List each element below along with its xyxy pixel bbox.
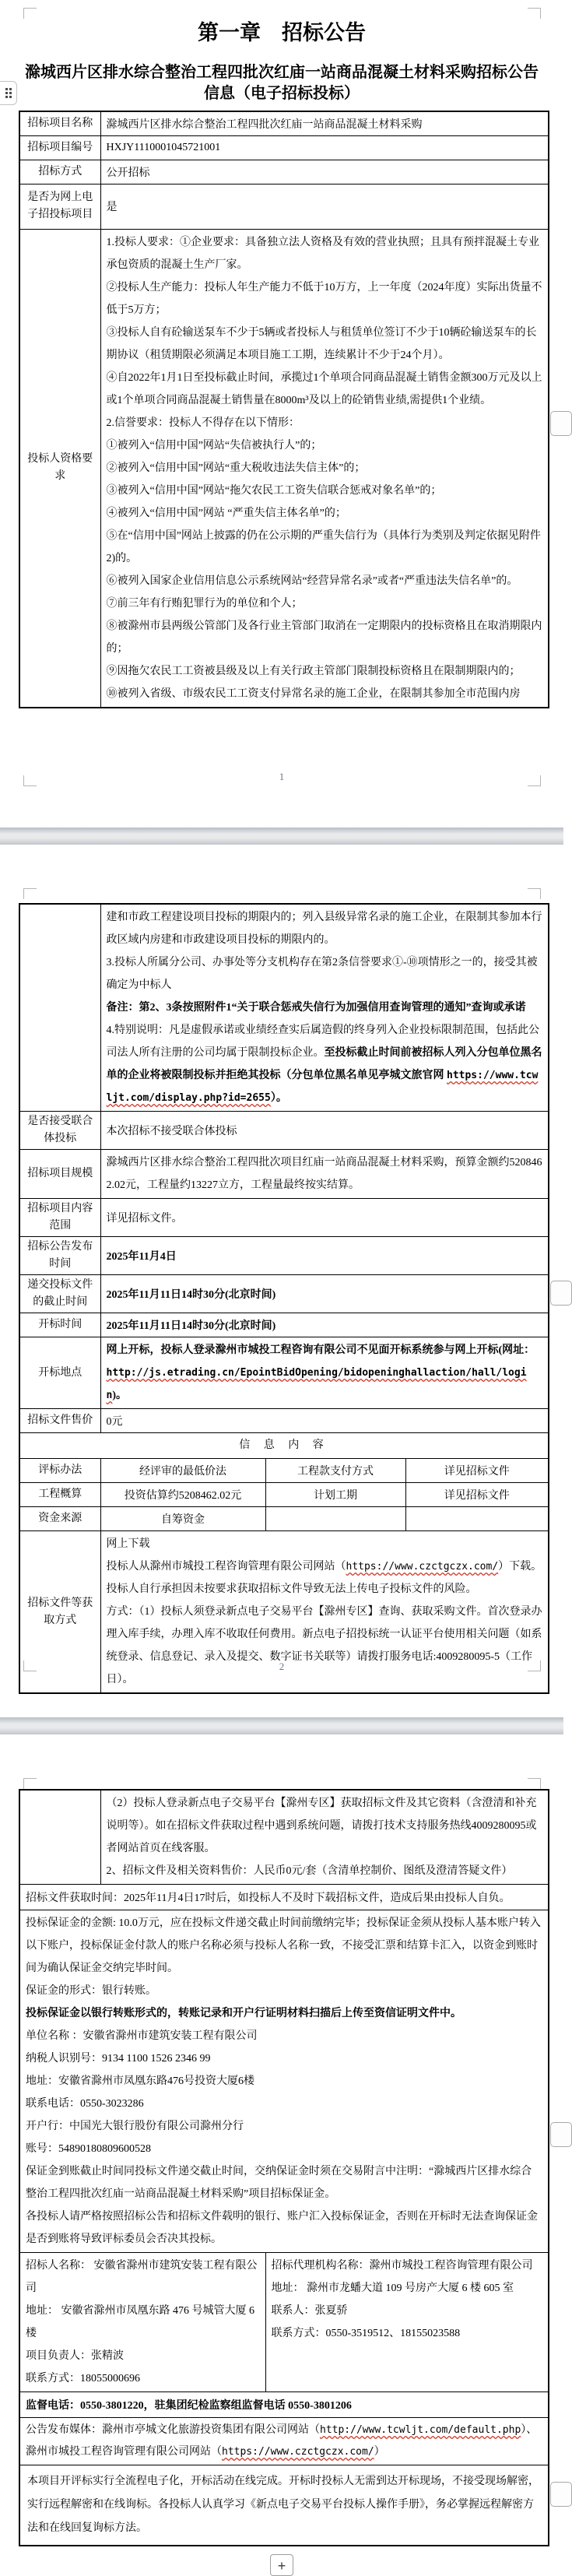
row-label: 递交投标文件的截止时间 [19,1275,100,1313]
right-edge-widget[interactable] [550,2122,572,2147]
row-label: 招标项目名称 [19,111,100,135]
table-row-open-place [19,1337,549,1409]
paragraph: 单位名称 ：安徽省滁州市建筑安装工程有限公司 [26,2030,258,2042]
table-row [19,160,549,184]
row-value: 2025年11月11日14时30分(北京时间) [100,1275,549,1313]
blacklist-link[interactable]: https://www.tcwljt.com/display.php?id=2655 [106,1070,539,1104]
row-value: 详见招标文件。 [100,1199,549,1237]
document-page-3 [0,1734,563,2574]
row-label: 招标项目内容范围 [19,1199,100,1237]
table-row-qualification [19,229,549,708]
open-place-tail: )。 [112,1390,127,1401]
paragraph: ④自2022年1月1日至投标截止时间，承揽过1个单项合同商品混凝土销售金额300万元及以上或1个单项合同商品混凝土销售量在8000m³及以上的砼销售业绩,需提供1个业绩。 [106,371,542,406]
grid-cell: 经评审的最低价法 [100,1459,265,1483]
page-separator [0,1717,563,1734]
table-row-section-header [19,1433,549,1459]
page-number: 2 [279,1661,285,1672]
paragraph: 保证金到账截止时间同投标文件递交截止时间，交纳保证金时须在交易附言中注明：“滁城西片区排水综合整治工程四批次红庙一站商品混凝土材料采购”项目招标保证金。 [26,2166,532,2200]
deposit-bold-note: 投标保证金以银行转账形式的，转账记录和开户行证明材料扫描后上传至资信证明文件中。 [26,2008,461,2019]
grid-cell: 评标办法 [19,1459,100,1483]
row-label: 招标项目编号 [19,135,100,160]
plus-icon: + [277,2558,286,2574]
margin-corner-icon [23,888,37,899]
margin-corner-icon [23,1778,37,1789]
margin-corner-icon [528,888,541,899]
paragraph: ③被列入“信用中国”网站“拖欠农民工工资失信联合惩戒对象名单”的； [106,484,442,497]
bidder-phone: 联系方式：18055000696 [26,2373,140,2384]
agency-site-link[interactable]: https://www.czctgczx.com/ [346,1561,499,1573]
table-row-obtain-cont [19,1790,549,1885]
grid-cell: 资金来源 [19,1507,100,1531]
page-number: 1 [279,771,285,782]
table-row [19,1237,549,1275]
bid-deposit-info [19,1910,549,2253]
announcement-table-page1 [19,111,549,708]
page-separator [0,828,563,845]
announcement-title: 滁城西片区排水综合整治工程四批次红庙一站商品混凝土材料采购招标公告信息（电子招标投标） [25,64,539,102]
paragraph: ①被列入“信用中国”网站“失信被执行人”的； [106,439,322,452]
paragraph: 纳税人识别号：9134 1100 1526 2346 99 [26,2053,211,2065]
table-row-media [19,2418,549,2465]
grid-cell: 计划工期 [265,1483,405,1507]
table-row [19,135,549,160]
insert-row-plus-button[interactable] [270,2554,293,2576]
table-row-contacts [19,2253,549,2392]
paragraph: 各投标人请严格按照招标公告和招标文件载明的银行、账户汇入投标保证金，否则在开标时无法查询保证金是否到账将导致评标委员会否决其投标。 [26,2211,538,2245]
open-place-paragraph [107,1339,543,1407]
paragraph: ⑧被滁州市县两级公管部门及各行业主管部门取消在一定期限内的投标资格且在取消期限内的； [106,620,542,655]
bidder-name: 招标人名称： 安徽省滁州市建筑安装工程有限公司 [26,2260,258,2294]
row-label: 开标地点 [19,1337,100,1409]
row-value: HXJY1110001045721001 [100,135,549,160]
paragraph: ③投标人自有砼输送泵车不少于5辆或者投标人与租赁单位签订不少于10辆砼输送泵车的长期协议（租赁期限必须满足本项目施工工期，连续累计不少于24个月）。 [106,326,537,361]
paragraph: 2.信誉要求：投标人不得存在以下情形： [106,416,300,429]
media-text: ）、滁州市城投工程咨询管理有限公司网站（ [26,2424,538,2458]
obtain-text: ）下载。 [498,1561,542,1573]
agency-contact: 联系人：张夏骄 [271,2305,348,2317]
table-row [19,1483,549,1507]
tcwljt-link[interactable]: http://www.tcwljt.com/default.php [320,2424,521,2436]
obtain-method-continued [100,1790,549,1885]
row-value: 是 [100,184,549,229]
row-value: 滁城西片区排水综合整治工程四批次红庙一站商品混凝土材料采购 [100,111,549,135]
document-page-2 [0,845,563,1717]
qualification-continued [100,904,549,1112]
czctgczx-link[interactable]: https://www.czctgczx.com/ [222,2446,374,2458]
media-text: 公告发布媒体：滁州市亭城文化旅游投资集团有限公司网站（ [26,2424,320,2436]
note-paragraph: 备注：第2、3条按照附件1“关于联合惩戒失信行为加强信用查询管理的通知”查询或承诺 [106,1002,526,1014]
supervision-phone: 监督电话：0550-3801220，驻集团纪检监察组监督电话 0550-3801206 [19,2392,549,2418]
paragraph: ⑤在“信用中国”网站上披露的仍在公示期的严重失信行为（具体行为类别及判定依据见附件2)的。 [106,529,541,564]
table-row [19,1507,549,1531]
row-value: 本次招标不接受联合体投标 [100,1112,549,1150]
row-value: 2025年11月11日14时30分(北京时间) [100,1313,549,1337]
row-label: 招标公告发布时间 [19,1237,100,1275]
paragraph: 建和市政工程建设项目投标的期限内的；列入县级异常名录的施工企业，在限制其参加本行政区域内房建和市政建设项目投标的期限内的。 [106,912,542,946]
section-header: 信 息 内 容 [19,1433,549,1459]
table-row [19,1459,549,1483]
paragraph: 保证金的形式：银行转账。 [26,1985,156,1997]
paragraph: ⑨因拖欠农民工工资被县级及以上有关行政主管部门限制投标资格且在限制期限内的； [106,665,521,677]
paragraph: 3.投标人所属分公司、办事处等分支机构存在第2条信誉要求①-⑩项情形之一的，接受其被确定为中标人 [106,957,538,991]
document-page-1 [0,0,563,828]
grid-cell: 自筹资金 [100,1507,265,1531]
paragraph: 投标保证金的金额: 10.0万元，应在投标文件递交截止时间前缴纳完毕；投标保证金须从投标人基本账户转入以下账户，投标保证金付款人的账户名称必须与投标人名称一致，不接受汇票和结算卡汇入，以资金到账时间为确认保证金交纳完毕时间。 [26,1917,541,1974]
grid-cell: 详见招标文件 [405,1459,549,1483]
grid-cell: 详见招标文件 [405,1483,549,1507]
paragraph: 地址：安徽省滁州市凤凰东路476号投资大厦6楼 [26,2075,254,2087]
table-row-doc-time [19,1885,549,1910]
media-text: ） [374,2446,385,2458]
row-label: 是否为网上电子招投标项目 [19,184,100,229]
bidder-manager: 项目负责人：张精波 [26,2350,124,2362]
margin-corner-icon [528,8,541,19]
margin-corner-icon [23,8,37,19]
row-label-empty [19,904,100,1112]
row-value: 0元 [100,1409,549,1433]
paragraph: 账号：54890180809600528 [26,2143,151,2155]
row-value: 2025年11月4日 [100,1237,549,1275]
bidder-address: 地址： 安徽省滁州市凤凰东路 476 号城管大厦 6 楼 [26,2305,254,2339]
right-edge-widget[interactable] [550,411,572,436]
row-label: 招标方式 [19,160,100,184]
doc-obtain-time: 招标文件获取时间：2025年11月4日17时后，如投标人不及时下载招标文件，造成后果由投标人自负。 [19,1885,549,1910]
paragraph: ④被列入“信用中国”网站 “严重失信主体名单”的； [106,507,346,519]
grid-cell [265,1507,405,1531]
qualification-requirements [100,229,549,708]
right-edge-widget[interactable] [550,2482,572,2507]
paragraph [107,1555,543,1578]
agency-address: 地址： 滁州市龙蟠大道 109 号房产大厦 6 楼 605 室 [271,2283,514,2294]
table-row [19,111,549,135]
right-edge-widget[interactable] [550,1281,572,1306]
table-row [19,1313,549,1337]
row-label: 开标时间 [19,1313,100,1337]
row-label: 招标文件等获取方式 [19,1531,100,1694]
announcement-table-page2 [19,903,549,1694]
paragraph: ⑦前三年有行贿犯罪行为的单位和个人； [106,597,303,610]
bid-opening-link[interactable]: http://js.etrading.cn/EpointBidOpening/bidopeninghallaction/hall/login [106,1367,527,1401]
grid-cell: 工程概算 [19,1483,100,1507]
margin-corner-icon [528,1778,541,1789]
bidder-contact-block [19,2253,265,2392]
paragraph: ⑩被列入省级、市级农民工工资支付异常名录的施工企业，在限制其参加全市范围内房 [106,687,521,700]
announcement-table-page3 [19,1789,549,2546]
table-row [19,1112,549,1150]
special-note-paragraph [107,1019,543,1109]
table-row [19,1150,549,1199]
paragraph: 投标人自行承担因未按要求获取招标文件导致无法上传电子投标文件的风险。 [106,1583,477,1595]
announcement-media [19,2418,549,2465]
open-place-text: 网上开标，投标人登录滁州市城投工程咨询有限公司不见面开标系统参与网上开标(网址： [106,1344,535,1356]
table-row [19,184,549,229]
paragraph: ⑥被列入国家企业信用信息公示系统网站“经营异常名录”或者“严重违法失信名单”的。 [106,575,518,587]
table-row-e-bidding-notice [19,2465,549,2546]
table-row-qualification-cont [19,904,549,1112]
special-note-bold: 至投标截止时间前被招标人列入分包单位黑名单的企业将被限制投标并拒绝其投标（分包单位黑名单见亭城文旅官网 [106,1047,542,1081]
paragraph: （2）投标人登录新点电子交易平台【滁州专区】获取招标文件及其它资料（含澄清和补充说明等）。如在招标文件获取过程中遇到系统问题，请拨打技术支持服务热线4009280095或者网站首页在线客服。 [106,1798,537,1854]
row-label: 投标人资格要求 [19,229,100,708]
agency-phone: 联系方式：0550-3519512、18155023588 [271,2328,461,2339]
obtain-text: 投标人从滁州市城投工程咨询管理有限公司网站（ [106,1561,346,1573]
chapter-title: 第一章 招标公告 [198,21,366,44]
agency-contact-block [265,2253,549,2392]
row-label: 招标项目规模 [19,1150,100,1199]
row-label: 是否接受联合体投标 [19,1112,100,1150]
row-label-empty [19,1790,100,1885]
paragraph: 1.投标人要求：①企业要求：具备独立法人资格及有效的营业执照；且具有预拌混凝土专业承包资质的混凝土生产厂家。 [106,236,539,271]
open-place-value [100,1337,549,1409]
paragraph: 网上下载 [106,1538,150,1550]
special-note-tail: ）。 [270,1092,287,1104]
paragraph-drag-handle[interactable] [0,81,17,105]
paragraph: 联系电话：0550-3023286 [26,2098,144,2110]
paragraph: 开户行：中国光大银行股份有限公司滁州分行 [26,2121,244,2132]
row-value: 滁城西片区排水综合整治工程四批次项目红庙一站商品混凝土材料采购，预算金额约5208462.02元，工程量约13227立方，工程量最终按实结算。 [100,1150,549,1199]
agency-name: 招标代理机构名称：滁州市城投工程咨询管理有限公司 [271,2260,533,2272]
drag-handle-icon [5,88,12,98]
paragraph: ②被列入“信用中国”网站“重大税收违法失信主体”的； [106,462,366,474]
paragraph: ②投标人生产能力：投标人年生产能力不低于10万方，上一年度（2024年度）实际出货量不低于5万方； [106,281,542,316]
table-row [19,1199,549,1237]
paragraph: 方式：（1）投标人须登录新点电子交易平台【滁州专区】查询、获取采购文件。首次登录办理入库手续，办理入库不收取任何费用。新点电子招投标统一认证平台使用相关问题（如系统登录、信息登记、录入及提交、数字证书关联等）请拨打服务电话:4009280095-5（工作日）。 [106,1606,542,1685]
grid-cell: 工程款支付方式 [265,1459,405,1483]
row-value: 公开招标 [100,160,549,184]
grid-cell: 投资估算约5208462.02元 [100,1483,265,1507]
table-row [19,1409,549,1433]
grid-cell [405,1507,549,1531]
special-note-text: 4.特别说明：凡是虚假承诺或业绩经查实后属造假的终身列入企业投标限制范围，包括此公司法人所有注册的公司均属于限制投标企业。 [106,1024,539,1059]
row-label: 招标文件售价 [19,1409,100,1433]
table-row [19,1275,549,1313]
table-row-supervise [19,2392,549,2418]
e-bidding-notice: 本项目开评标实行全流程电子化，开标活动在线完成。开标时投标人无需到达开标现场，不接受现场解密，实行远程解密和在线询标。各投标人认真学习《新点电子交易平台投标人操作手册》，务必掌握远程解密方法和在线回复询标方法。 [19,2465,549,2546]
paragraph: 2、招标文件及相关资料售价：人民币0元/套（含清单控制价、图纸及澄清答疑文件） [106,1865,513,1877]
table-row-deposit [19,1910,549,2253]
